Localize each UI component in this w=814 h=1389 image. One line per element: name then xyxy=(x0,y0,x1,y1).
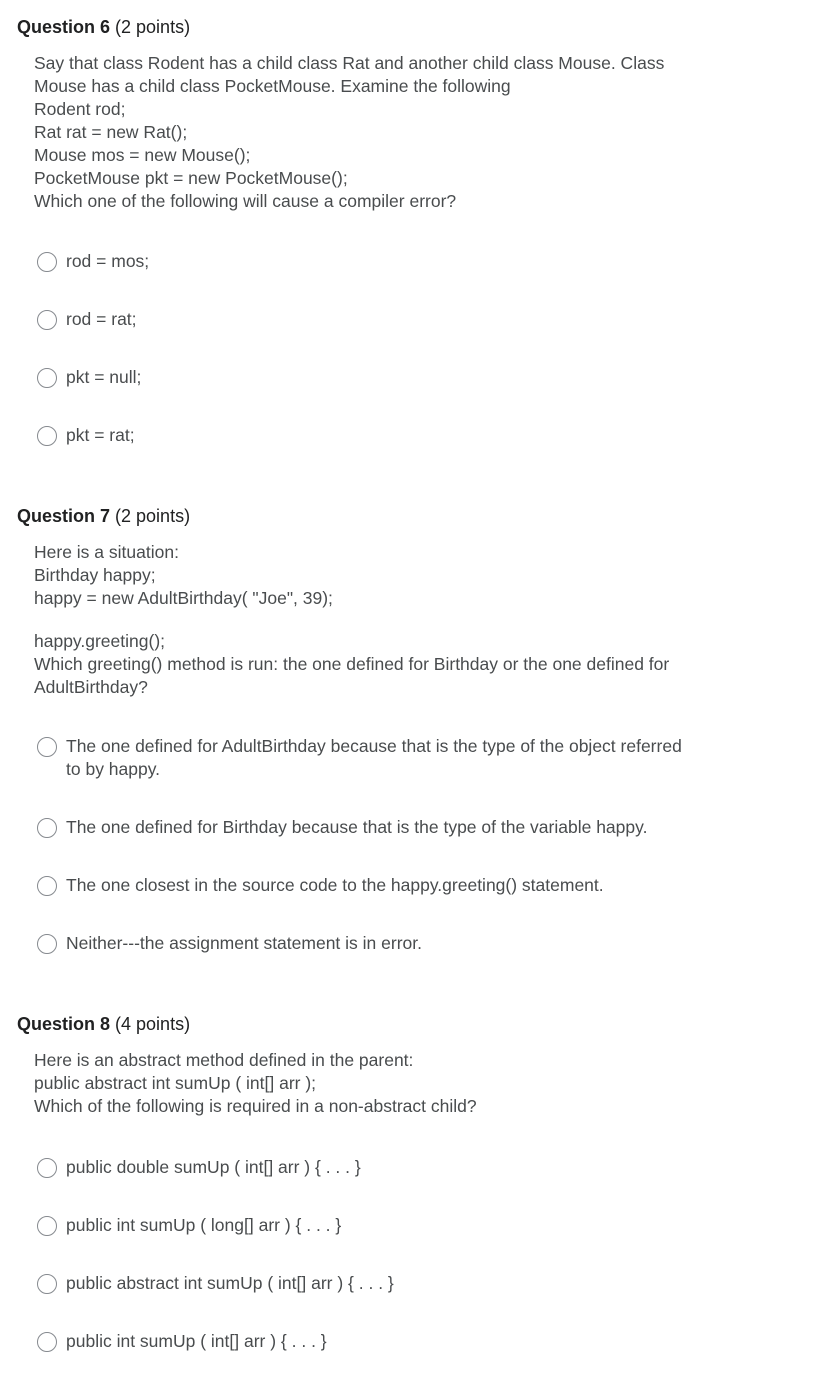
prompt-line: Which of the following is required in a non-abstract child? xyxy=(34,1096,477,1116)
radio-button[interactable] xyxy=(37,1158,57,1178)
option-label: rod = rat; xyxy=(66,309,137,329)
answer-option[interactable] xyxy=(37,816,757,839)
prompt-line: Here is a situation: xyxy=(34,542,179,562)
radio-button[interactable] xyxy=(37,818,57,838)
option-label: The one defined for Birthday because that is the type of the variable happy. xyxy=(66,817,648,837)
option-label: rod = mos; xyxy=(66,251,150,271)
answer-option[interactable] xyxy=(37,424,757,447)
answer-option[interactable] xyxy=(37,366,757,389)
option-label: The one closest in the source code to the happy.greeting() statement. xyxy=(66,875,604,895)
question-prompt xyxy=(34,541,774,699)
option-label: public abstract int sumUp ( int[] arr ) { . . . } xyxy=(66,1273,394,1293)
radio-button[interactable] xyxy=(37,252,57,272)
question-prompt xyxy=(34,52,774,213)
radio-button[interactable] xyxy=(37,1216,57,1236)
prompt-line: Here is an abstract method defined in the parent: xyxy=(34,1050,414,1070)
option-label: pkt = rat; xyxy=(66,425,135,445)
option-label: pkt = null; xyxy=(66,367,142,387)
prompt-line: Rodent rod; xyxy=(34,99,126,119)
question-title xyxy=(17,1013,190,1035)
answer-option[interactable] xyxy=(37,308,757,331)
answer-option[interactable] xyxy=(37,250,757,273)
radio-button[interactable] xyxy=(37,737,57,757)
prompt-line: Say that class Rodent has a child class Rat and another child class Mouse. Class xyxy=(34,53,665,73)
prompt-line: public abstract int sumUp ( int[] arr ); xyxy=(34,1073,317,1093)
answer-option[interactable] xyxy=(37,735,757,781)
radio-button[interactable] xyxy=(37,310,57,330)
question-prompt xyxy=(34,1049,774,1118)
prompt-line: PocketMouse pkt = new PocketMouse(); xyxy=(34,168,348,188)
option-label: public int sumUp ( int[] arr ) { . . . } xyxy=(66,1331,327,1351)
answer-option[interactable] xyxy=(37,1330,757,1353)
prompt-line: Rat rat = new Rat(); xyxy=(34,122,188,142)
question-number: Question 7 xyxy=(17,506,111,526)
answer-option[interactable] xyxy=(37,1272,757,1295)
question-title xyxy=(17,16,190,38)
prompt-line: happy = new AdultBirthday( "Joe", 39); xyxy=(34,588,333,608)
radio-button[interactable] xyxy=(37,1332,57,1352)
answer-option[interactable] xyxy=(37,1214,757,1237)
option-label: public double sumUp ( int[] arr ) { . . . } xyxy=(66,1157,361,1177)
answer-option[interactable] xyxy=(37,874,757,897)
prompt-line: Which greeting() method is run: the one defined for Birthday or the one defined for AdultBirthday? xyxy=(34,654,674,697)
answer-option[interactable] xyxy=(37,932,757,955)
paragraph-gap xyxy=(34,610,774,630)
prompt-line: Birthday happy; xyxy=(34,565,156,585)
radio-button[interactable] xyxy=(37,876,57,896)
option-label: public int sumUp ( long[] arr ) { . . . } xyxy=(66,1215,342,1235)
prompt-line: happy.greeting(); xyxy=(34,631,166,651)
radio-button[interactable] xyxy=(37,368,57,388)
question-number: Question 6 xyxy=(17,17,111,37)
question-points: (2 points) xyxy=(115,506,191,526)
radio-button[interactable] xyxy=(37,426,57,446)
prompt-line: Mouse mos = new Mouse(); xyxy=(34,145,251,165)
radio-button[interactable] xyxy=(37,934,57,954)
question-points: (4 points) xyxy=(115,1014,191,1034)
option-label: Neither---the assignment statement is in error. xyxy=(66,933,422,953)
radio-button[interactable] xyxy=(37,1274,57,1294)
question-number: Question 8 xyxy=(17,1014,111,1034)
prompt-line: Which one of the following will cause a compiler error? xyxy=(34,191,457,211)
prompt-line: Mouse has a child class PocketMouse. Examine the following xyxy=(34,76,511,96)
question-points: (2 points) xyxy=(115,17,191,37)
option-label: The one defined for AdultBirthday because that is the type of the object referred to by happy. xyxy=(66,736,682,779)
question-title xyxy=(17,505,190,527)
answer-option[interactable] xyxy=(37,1156,757,1179)
